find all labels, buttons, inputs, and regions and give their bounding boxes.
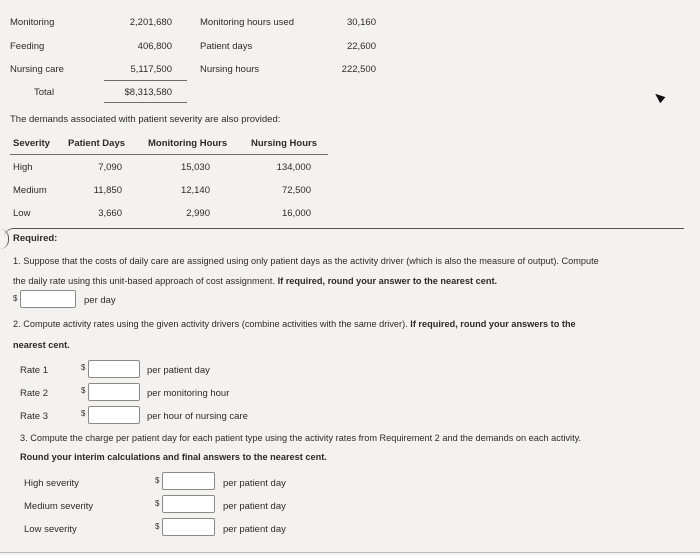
total-rule [104,102,187,103]
rate3-label: Rate 3 [20,411,48,422]
required-label: Required: [13,233,58,244]
q3-text-line1: 3. Compute the charge per patient day for each patient type using the activity rates from Requirement 2 and the demands on each activity. [20,433,582,443]
driver-monitoring: Monitoring hours used [200,17,294,28]
medium-severity-unit: per patient day [223,501,286,512]
activity-nursing: Nursing care [10,64,64,75]
driver-qty-feeding: 22,600 [346,41,376,52]
activity-monitoring: Monitoring [10,17,55,28]
amount-monitoring: 2,201,680 [129,17,172,28]
low-severity-unit: per patient day [223,524,286,535]
demands-intro: The demands associated with patient severity are also provided: [10,114,281,125]
q1-text-line1: 1. Suppose that the costs of daily care are assigned using only patient days as the activity driver (which is also the measure of output). Compute [13,256,599,266]
severity-row-high-label: High [13,162,33,173]
severity-row-low-monitoring: 2,990 [186,208,210,219]
amount-feeding: 406,800 [137,41,172,52]
q2-instruction-cont: nearest cent. [13,340,70,350]
rate1-unit: per patient day [147,365,210,376]
severity-row-medium-days: 11,850 [93,185,122,196]
severity-row-low-label: Low [13,208,31,219]
q1-text-line2-plain: the daily rate using this unit-based approach of cost assignment. [13,276,278,286]
high-severity-unit: per patient day [223,478,286,489]
severity-row-high-nursing: 134,000 [276,162,311,173]
severity-row-high-days: 7,090 [98,162,122,173]
severity-row-low-nursing: 16,000 [281,208,311,219]
q1-currency: $ [13,294,18,303]
rate1-currency: $ [81,363,86,372]
driver-nursing: Nursing hours [200,64,260,75]
rate2-currency: $ [81,386,86,395]
high-severity-currency: $ [155,476,160,485]
cursor-icon [653,91,666,104]
driver-qty-monitoring: 30,160 [346,17,376,28]
severity-row-medium-nursing: 72,500 [281,185,311,196]
medium-severity-currency: $ [155,499,160,508]
severity-header-nursing-hours: Nursing Hours [251,138,317,149]
severity-header-severity: Severity [13,138,50,149]
rate3-currency: $ [81,409,86,418]
severity-row-high-monitoring: 15,030 [180,162,210,173]
rate3-input[interactable] [88,406,140,424]
severity-row-medium-monitoring: 12,140 [180,185,210,196]
low-severity-input[interactable] [162,518,215,536]
high-severity-input[interactable] [162,472,215,490]
rate2-input[interactable] [88,383,140,401]
bottom-border [0,552,700,553]
q2-text-line1 [13,319,576,329]
severity-row-medium-label: Medium [13,185,47,196]
rate3-unit: per hour of nursing care [147,411,248,422]
severity-row-low-days: 3,660 [98,208,122,219]
medium-severity-label: Medium severity [24,501,94,512]
driver-feeding: Patient days [200,41,253,52]
high-severity-label: High severity [24,478,79,489]
total-amount: $8,313,580 [124,87,172,98]
rate1-input[interactable] [88,360,140,378]
medium-severity-input[interactable] [162,495,215,513]
total-label: Total [34,87,55,98]
subtotal-rule [104,80,187,81]
q1-instruction: If required, round your answer to the nearest cent. [277,276,498,286]
severity-header-rule [10,154,328,155]
low-severity-currency: $ [155,522,160,531]
severity-header-monitoring-hours: Monitoring Hours [148,138,228,149]
activity-feeding: Feeding [10,41,45,52]
amount-nursing: 5,117,500 [130,64,172,75]
q1-text-line2 [13,276,497,286]
driver-qty-nursing: 222,500 [341,64,376,75]
rate1-label: Rate 1 [20,365,48,376]
q1-daily-rate-input[interactable] [20,290,76,308]
severity-header-patient-days: Patient Days [68,138,126,149]
rate2-label: Rate 2 [20,388,48,399]
q1-unit: per day [84,295,116,306]
q2-instruction: If required, round your answers to the [410,319,576,329]
low-severity-label: Low severity [24,524,77,535]
q2-text-plain: 2. Compute activity rates using the given activity drivers (combine activities with the same driver). [13,319,411,329]
q3-instruction: Round your interim calculations and final answers to the nearest cent. [20,452,327,462]
rate2-unit: per monitoring hour [147,388,230,399]
